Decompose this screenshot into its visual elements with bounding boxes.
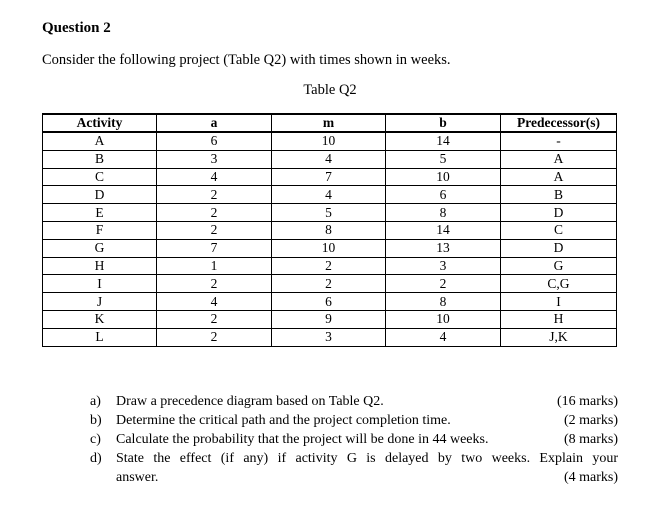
table-cell: 3 bbox=[157, 150, 272, 168]
table-cell: 7 bbox=[272, 168, 386, 186]
table-cell: 10 bbox=[272, 132, 386, 150]
table-cell: I bbox=[43, 275, 157, 293]
question-d bbox=[90, 449, 618, 468]
question-text: Draw a precedence diagram based on Table Q2. bbox=[116, 394, 384, 409]
table-cell: F bbox=[43, 221, 157, 239]
table-cell: 6 bbox=[272, 293, 386, 311]
table-cell: I bbox=[501, 293, 617, 311]
table-row bbox=[43, 239, 617, 257]
table-cell: K bbox=[43, 310, 157, 328]
header-predecessors: Predecessor(s) bbox=[501, 114, 617, 132]
table-cell: 1 bbox=[157, 257, 272, 275]
intro-text: Consider the following project (Table Q2) with times shown in weeks. bbox=[42, 52, 451, 68]
table-cell: 2 bbox=[157, 310, 272, 328]
table-cell: D bbox=[501, 239, 617, 257]
table-cell: C bbox=[501, 221, 617, 239]
table-cell: 10 bbox=[386, 168, 501, 186]
table-cell: - bbox=[501, 132, 617, 150]
table-row bbox=[43, 204, 617, 222]
header-a: a bbox=[157, 114, 272, 132]
question-text: State the effect (if any) if activity G is delayed by two weeks. Explain your bbox=[116, 451, 618, 466]
question-text-continuation: answer. bbox=[116, 470, 159, 485]
question-label: d) bbox=[90, 451, 102, 466]
table-cell: 2 bbox=[157, 275, 272, 293]
table-cell: D bbox=[43, 186, 157, 204]
question-d-continuation bbox=[90, 468, 618, 487]
question-marks: (8 marks) bbox=[563, 432, 618, 447]
table-row bbox=[43, 293, 617, 311]
table-cell: 14 bbox=[386, 132, 501, 150]
table-cell: B bbox=[43, 150, 157, 168]
table-cell: 8 bbox=[386, 204, 501, 222]
table-cell: L bbox=[43, 328, 157, 346]
table-cell: C,G bbox=[501, 275, 617, 293]
table-cell: 2 bbox=[157, 328, 272, 346]
table-row bbox=[43, 275, 617, 293]
table-cell: H bbox=[501, 310, 617, 328]
question-b bbox=[90, 411, 618, 430]
header-activity: Activity bbox=[43, 114, 157, 132]
table-cell: 2 bbox=[157, 186, 272, 204]
table-row bbox=[43, 328, 617, 346]
question-marks: (2 marks) bbox=[563, 413, 618, 428]
table-row bbox=[43, 257, 617, 275]
question-c bbox=[90, 430, 618, 449]
table-cell: 8 bbox=[386, 293, 501, 311]
question-label: b) bbox=[90, 413, 102, 428]
table-cell: 6 bbox=[386, 186, 501, 204]
table-cell: 4 bbox=[272, 186, 386, 204]
question-text: Determine the critical path and the project completion time. bbox=[116, 413, 451, 428]
question-list bbox=[90, 392, 618, 487]
table-row bbox=[43, 168, 617, 186]
header-m: m bbox=[272, 114, 386, 132]
table-cell: 3 bbox=[386, 257, 501, 275]
activity-table bbox=[42, 113, 617, 347]
header-b: b bbox=[386, 114, 501, 132]
question-marks: (4 marks) bbox=[563, 470, 618, 485]
table-cell: 3 bbox=[272, 328, 386, 346]
table-cell: 2 bbox=[386, 275, 501, 293]
table-cell: 5 bbox=[272, 204, 386, 222]
table-cell: G bbox=[501, 257, 617, 275]
table-cell: A bbox=[501, 168, 617, 186]
table-cell: A bbox=[43, 132, 157, 150]
table-cell: 4 bbox=[157, 168, 272, 186]
table-cell: 10 bbox=[386, 310, 501, 328]
table-row bbox=[43, 186, 617, 204]
table-row bbox=[43, 132, 617, 150]
table-cell: 6 bbox=[157, 132, 272, 150]
table-row bbox=[43, 221, 617, 239]
question-a bbox=[90, 392, 618, 411]
table-header-row bbox=[43, 114, 617, 132]
question-text: Calculate the probability that the project will be done in 44 weeks. bbox=[116, 432, 489, 447]
table-caption: Table Q2 bbox=[303, 82, 357, 98]
table-cell: 13 bbox=[386, 239, 501, 257]
table-row bbox=[43, 310, 617, 328]
table-cell: D bbox=[501, 204, 617, 222]
table-cell: 7 bbox=[157, 239, 272, 257]
question-label: c) bbox=[90, 432, 101, 447]
question-marks: (16 marks) bbox=[556, 394, 618, 409]
table-cell: J bbox=[43, 293, 157, 311]
question-heading: Question 2 bbox=[42, 20, 111, 36]
table-cell: 4 bbox=[272, 150, 386, 168]
table-cell: E bbox=[43, 204, 157, 222]
table-cell: 2 bbox=[157, 221, 272, 239]
table-cell: C bbox=[43, 168, 157, 186]
table-cell: 2 bbox=[157, 204, 272, 222]
table-cell: 14 bbox=[386, 221, 501, 239]
table-cell: 2 bbox=[272, 257, 386, 275]
table-cell: B bbox=[501, 186, 617, 204]
table-cell: 4 bbox=[157, 293, 272, 311]
table-row bbox=[43, 150, 617, 168]
table-cell: 5 bbox=[386, 150, 501, 168]
table-cell: J,K bbox=[501, 328, 617, 346]
table-cell: 9 bbox=[272, 310, 386, 328]
table-cell: 10 bbox=[272, 239, 386, 257]
table-cell: A bbox=[501, 150, 617, 168]
table-cell: H bbox=[43, 257, 157, 275]
table-cell: 8 bbox=[272, 221, 386, 239]
table-cell: 4 bbox=[386, 328, 501, 346]
table-cell: G bbox=[43, 239, 157, 257]
table-cell: 2 bbox=[272, 275, 386, 293]
question-label: a) bbox=[90, 394, 101, 409]
